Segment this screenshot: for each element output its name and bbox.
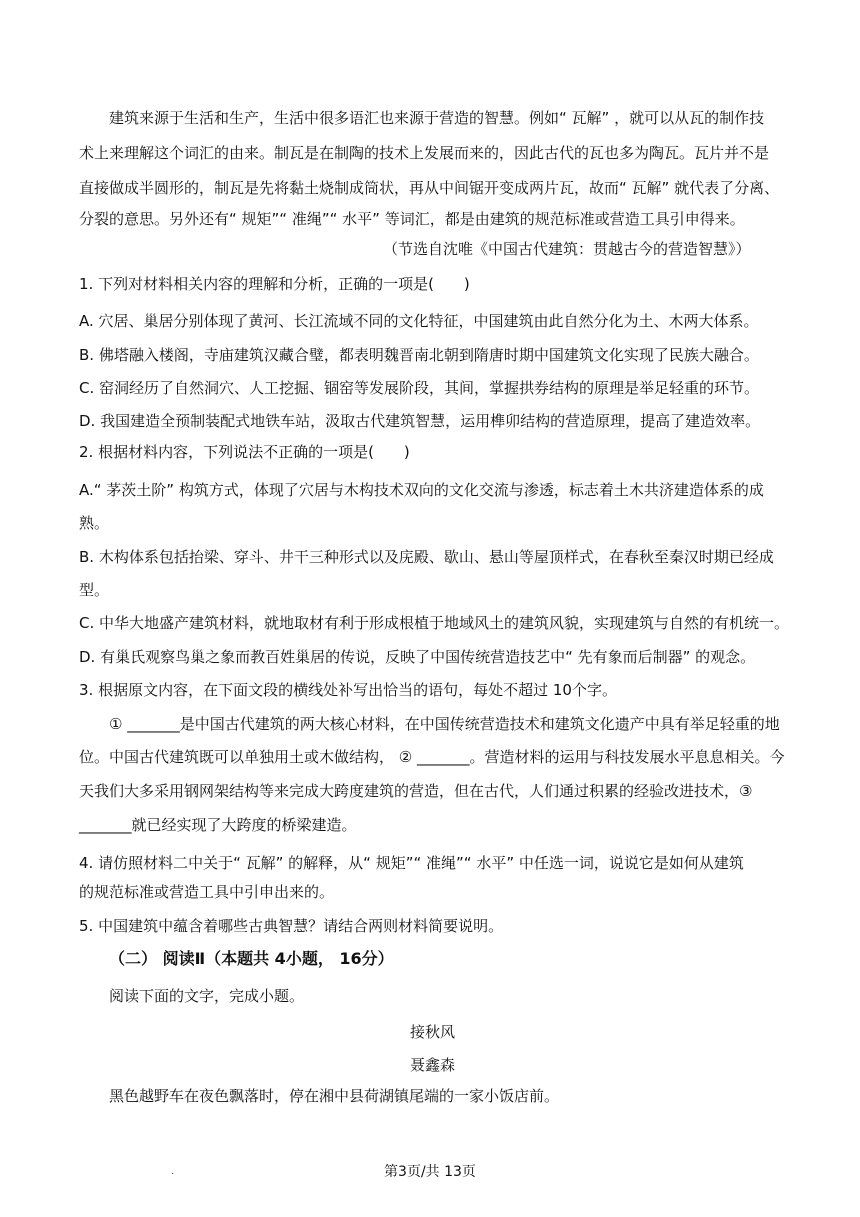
passage-line: 术上来理解这个词汇的由来。制瓦是在制陶的技术上发展而来的，因此古代的瓦也多为陶瓦。瓦片并不是 bbox=[79, 144, 770, 162]
question-3-text: ① _______是中国古代建筑的两大核心材料，在中国传统营造技术和建筑文化遗产中具有举足轻重的地 bbox=[109, 715, 780, 733]
option-2b-cont: 型。 bbox=[79, 581, 110, 599]
question-2: 2. 根据材料内容，下列说法不正确的一项是( ) bbox=[79, 443, 410, 461]
question-4: 4. 请仿照材料二中关于“ 瓦解” 的解释，从“ 规矩”“ 准绳”“ 水平” 中任选一词，说说它是如何从建筑 bbox=[79, 854, 744, 872]
passage-line: 建筑来源于生活和生产，生活中很多语汇也来源于营造的智慧。例如“ 瓦解” ，就可以从瓦的制作技 bbox=[109, 109, 765, 127]
question-3: 3. 根据原文内容，在下面文段的横线处补写出恰当的语句，每处不超过 10个字。 bbox=[79, 681, 617, 699]
option-1c: C. 窑洞经历了自然洞穴、人工挖掘、锢窑等发展阶段，其间，掌握拱券结构的原理是举足轻重的环节。 bbox=[79, 379, 760, 397]
question-1: 1. 下列对材料相关内容的理解和分析，正确的一项是( ) bbox=[79, 275, 470, 293]
page-number: 第3页/共 13页 bbox=[384, 1164, 476, 1180]
section-instruction: 阅读下面的文字，完成小题。 bbox=[109, 987, 305, 1005]
option-2b: B. 木构体系包括抬梁、穿斗、井干三种形式以及庑殿、歇山、悬山等屋顶样式，在春秋至秦汉时期已经成 bbox=[79, 548, 774, 566]
option-1a: A. 穴居、巢居分别体现了黄河、长江流域不同的文化特征，中国建筑由此自然分化为土、木两大体系。 bbox=[79, 312, 759, 330]
option-2a: A.“ 茅茨土阶” 构筑方式，体现了穴居与木构技术双向的文化交流与渗透，标志着土木共济建造体系的成 bbox=[79, 481, 764, 499]
question-3-text: _______就已经实现了大跨度的桥梁建造。 bbox=[79, 816, 357, 834]
option-2a-cont: 熟。 bbox=[79, 514, 110, 532]
section-heading: （二） 阅读Ⅱ（本题共 4小题， 16分） bbox=[109, 949, 394, 968]
passage-source: （节选自沈唯《中国古代建筑：贯越古今的营造智慧》） bbox=[383, 240, 751, 258]
option-2c: C. 中华大地盛产建筑材料，就地取材有利于形成根植于地域风土的建筑风貌，实现建筑与自然的有机统一。 bbox=[79, 614, 790, 632]
question-3-text: 天我们大多采用钢网架结构等来完成大跨度建筑的营造，但在古代，人们通过积累的经验改进技术，③ bbox=[79, 782, 753, 800]
option-2d: D. 有巢氏观察鸟巢之象而教百姓巢居的传说，反映了中国传统营造技艺中“ 先有象而后制器” 的观念。 bbox=[79, 648, 756, 666]
story-title: 接秋风 bbox=[410, 1023, 456, 1041]
question-4-cont: 的规范标准或营造工具中引申出来的。 bbox=[79, 883, 335, 901]
option-1d: D. 我国建造全预制装配式地铁车站，汲取古代建筑智慧，运用榫卯结构的营造原理，提高了建造效率。 bbox=[79, 412, 761, 430]
passage-line: 分裂的意思。另外还有“ 规矩”“ 准绳”“ 水平” 等词汇，都是由建筑的规范标准或营造工具引申得来。 bbox=[79, 210, 745, 228]
footer-dot: . bbox=[171, 1166, 175, 1177]
question-3-text: 位。中国古代建筑既可以单独用土或木做结构， ② _______。营造材料的运用与科技发展水平息息相关。今 bbox=[79, 748, 785, 766]
option-1b: B. 佛塔融入楼阁，寺庙建筑汉藏合璧，都表明魏晋南北朝到隋唐时期中国建筑文化实现了民族大融合。 bbox=[79, 346, 759, 364]
passage-line: 直接做成半圆形的，制瓦是先将黏土烧制成筒状，再从中间锯开变成两片瓦，故而“ 瓦解” 就代表了分离、 bbox=[79, 179, 780, 197]
story-first-line: 黑色越野车在夜色飘落时，停在湘中县荷湖镇尾端的一家小饭店前。 bbox=[109, 1087, 560, 1105]
story-author: 聂鑫森 bbox=[410, 1056, 456, 1074]
question-5: 5. 中国建筑中蕴含着哪些古典智慧？请结合两则材料简要说明。 bbox=[79, 917, 504, 935]
